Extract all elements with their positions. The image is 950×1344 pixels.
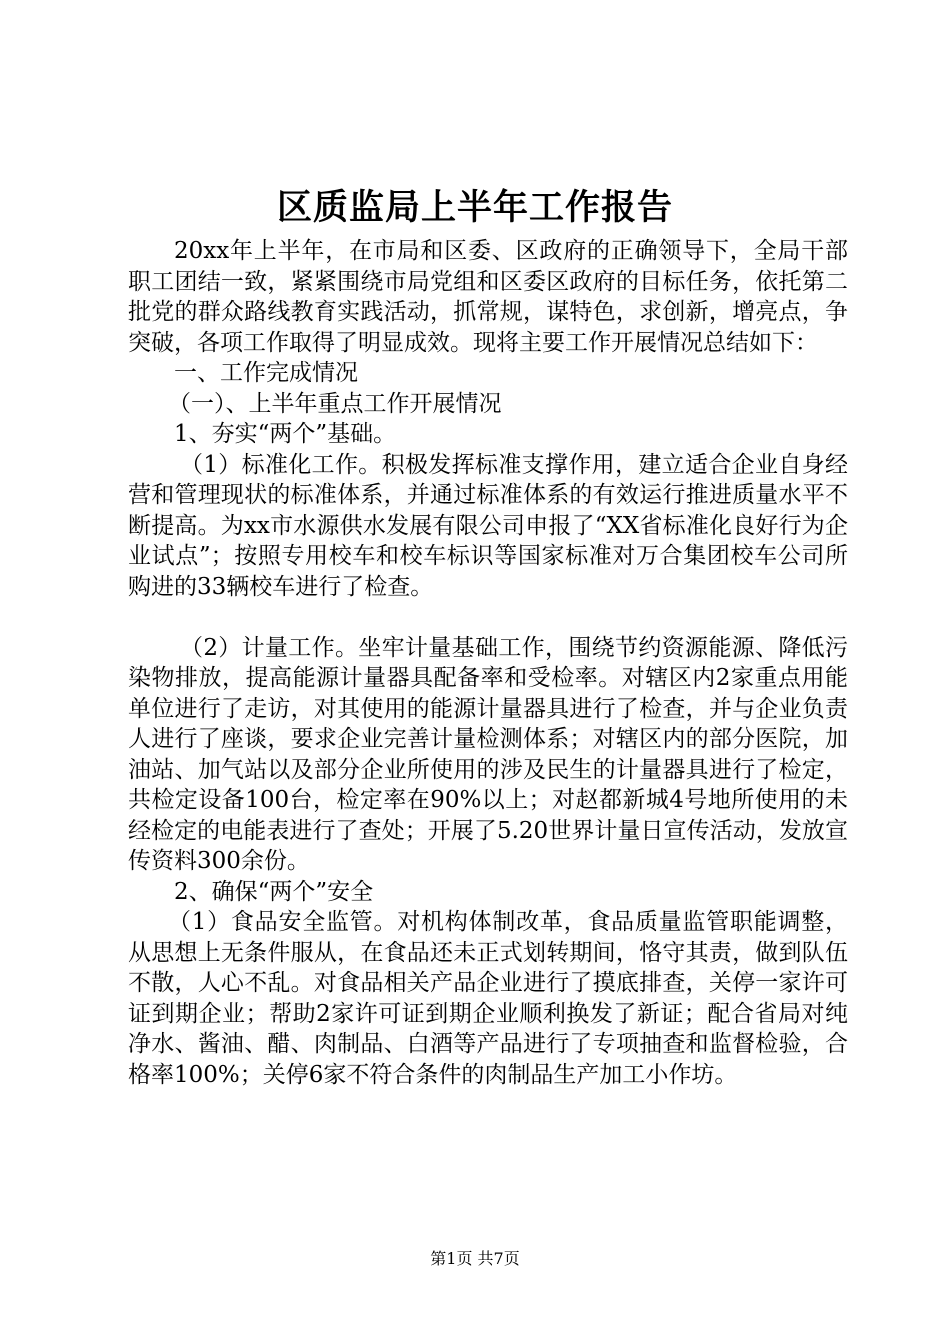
item-heading-1: 1、夯实“两个”基础。 (174, 421, 397, 447)
page-footer: 第1页 共7页 (430, 1249, 520, 1268)
item-heading-2: 2、确保“两个”安全 (174, 878, 374, 905)
paragraph-spacer (128, 602, 848, 633)
document-title: 区质监局上半年工作报告 (276, 187, 673, 228)
paragraph-metrology: （2）计量工作。坐牢计量基础工作，围绕节约资源能源、降低污染物排放，提高能源计量器具配备率和受检率。对辖区内2家重点用能单位进行了走访，对其使用的能源计量器具进行了检查，并与企业负责人进行了座谈，要求企业完善计量检测体系；对辖区内的部分医院，加油站、加气站以及部分企业所使用的涉及民生的计量器具进行了检定，共检定设备100台，检定率在90%以上；对赵都新城4号地所使用的未经检定的电能表进行了查处；开展了5.20世界计量日宣传活动，发放宣传资料300余份。 (128, 634, 848, 874)
document-body (128, 236, 848, 1090)
intro-paragraph: 20xx年上半年，在市局和区委、区政府的正确领导下，全局干部职工团结一致，紧紧围绕市局党组和区委区政府的目标任务，依托第二批党的群众路线教育实践活动，抓常规，谋特色，求创新，增亮点，争突破，各项工作取得了明显成效。现将主要工作开展情况总结如下： (128, 238, 848, 356)
subsection-heading: （一）、上半年重点工作开展情况 (168, 390, 502, 417)
section-heading: 一、工作完成情况 (174, 360, 358, 386)
paragraph-standardization: （1）标准化工作。积极发挥标准支撑作用，建立适合企业自身经营和管理现状的标准体系，并通过标准体系的有效运行推进质量水平不断提高。为xx市水源供水发展有限公司申报了“XX省标准化良好行为企业试点”；按照专用校车和校车标识等国家标准对万合集团校车公司所购进的33辆校车进行了检查。 (128, 451, 848, 600)
paragraph-food-safety: （1）食品安全监管。对机构体制改革，食品质量监管职能调整，从思想上无条件服从，在食品还未正式划转期间，恪守其责，做到队伍不散，人心不乱。对食品相关产品企业进行了摸底排查，关停一家许可证到期企业；帮助2家许可证到期企业顺利换发了新证；配合省局对纯净水、酱油、醋、肉制品、白酒等产品进行了专项抽查和监督检验，合格率100%；关停6家不符合条件的肉制品生产加工小作坊。 (128, 909, 848, 1088)
